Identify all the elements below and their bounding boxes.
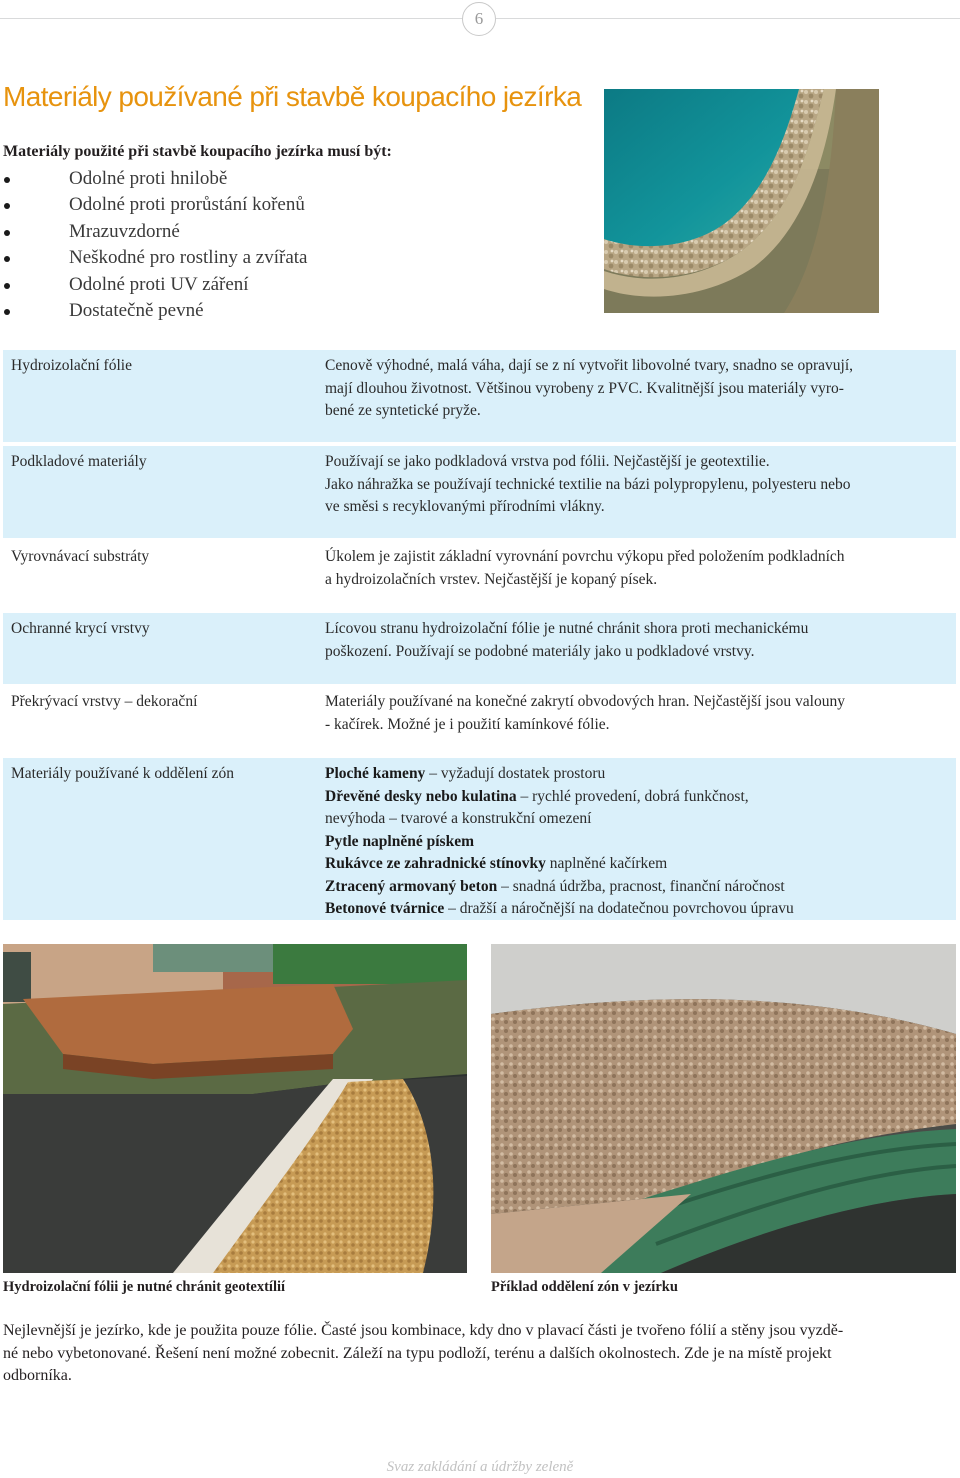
- page-title: Materiály používané při stavbě koupacího jezírka: [3, 81, 582, 112]
- bullet-icon: [4, 256, 10, 262]
- material-row-zone-separation: [3, 758, 956, 920]
- list-item: Odolné proti hnilobě: [0, 166, 307, 192]
- material-label: Vyrovnávací substráty: [11, 548, 150, 565]
- material-row-protective: [3, 613, 956, 684]
- intro-heading: Materiály použité při stavbě koupacího jezírka musí být:: [3, 143, 392, 160]
- list-item: Pytle naplněné pískem: [325, 832, 474, 850]
- list-item: Odolné proti UV záření: [0, 272, 307, 298]
- material-description: Materiály používané na konečné zakrytí obvodových hran. Nejčastější jsou valouny - kačírek. Možné je i použití kamínkové fólie.: [325, 693, 845, 733]
- material-row-decorative: [3, 686, 956, 756]
- list-item: Rukávce ze zahradnické stínovky naplněné kačírkem: [325, 855, 668, 872]
- material-label: Podkladové materiály: [11, 453, 147, 470]
- photo-caption-right: Příklad oddělení zón v jezírku: [491, 1279, 678, 1295]
- list-item: Mrazuvzdorné: [0, 219, 307, 245]
- list-item: Dostatečně pevné: [0, 298, 307, 324]
- material-label: Překrývací vrstvy – dekorační: [11, 693, 198, 710]
- bullet-icon: [4, 230, 10, 236]
- list-item: Dřevěné desky nebo kulatina – rychlé provedení, dobrá funkčnost,: [325, 787, 749, 805]
- material-description: Používají se jako podkladová vrstva pod fólii. Nejčastější je geotextilie. Jako náhražka se používají technické textilie na bázi polypropylenu, polyesteru nebo ve směsi s recyklovanými přírodními vlákny.: [325, 453, 851, 515]
- header-rule-left: [0, 18, 462, 19]
- list-item: nevýhoda – tvarové a konstrukční omezení: [325, 810, 592, 827]
- bullet-icon: [4, 177, 10, 183]
- pond-photo: [604, 89, 879, 313]
- header-rule-right: [496, 18, 960, 19]
- bullet-icon: [4, 309, 10, 315]
- list-item: Neškodné pro rostliny a zvířata: [0, 245, 307, 271]
- zone-separation-photo: [491, 944, 956, 1273]
- material-row-hydroisolation: [3, 350, 956, 442]
- material-row-underlay: [3, 446, 956, 538]
- bullet-icon: [4, 203, 10, 209]
- geotextile-photo: [3, 944, 467, 1273]
- material-description: Cenově výhodné, malá váha, dají se z ní vytvořit libovolné tvary, snadno se opravují, mají dlouhou životnost. Většinou vyrobeny z PVC. Kvalitnější jsou materiály vyro- bené ze syntetické pryže.: [325, 357, 854, 419]
- list-item: Betonové tvárnice – dražší a náročnější na dodatečnou povrchovou úpravu: [325, 900, 794, 917]
- material-row-leveling: [3, 541, 956, 611]
- page-footer: Svaz zakládání a údržby zeleně: [386, 1459, 574, 1475]
- requirements-list: [0, 166, 307, 324]
- summary-paragraph: Nejlevnější je jezírko, kde je použita pouze fólie. Časté jsou kombinace, kdy dno v plavací části je tvořeno fólií a stěny jsou vyzdě- né nebo vybetonované. Řešení není možné zobecnit. Záleží na typu podloží, terénu a dalších okolnostech. Zde je na místě projekt odborníka.: [3, 1322, 844, 1384]
- photo-caption-left: Hydroizolační fólii je nutné chránit geotextílií: [3, 1279, 286, 1295]
- list-item: Ztracený armovaný beton – snadná údržba, pracnost, finanční náročnost: [325, 877, 785, 895]
- list-item: Odolné proti prorůstání kořenů: [0, 192, 307, 218]
- material-label: Materiály používané k oddělení zón: [11, 765, 234, 782]
- material-label: Ochranné krycí vrstvy: [11, 620, 150, 637]
- material-description: [325, 763, 950, 921]
- material-label: Hydroizolační fólie: [11, 357, 132, 374]
- material-description: Lícovou stranu hydroizolační fólie je nutné chránit shora proti mechanickému poškození. Používají se podobné materiály jako u podkladové vrstvy.: [325, 620, 809, 660]
- material-description: Úkolem je zajistit základní vyrovnání povrchu výkopu před položením podkladních a hydroizolačních vrstev. Nejčastější je kopaný písek.: [325, 548, 845, 588]
- page-number: 6: [462, 2, 496, 36]
- list-item: Ploché kameny – vyžadují dostatek prostoru: [325, 765, 606, 782]
- bullet-icon: [4, 283, 10, 289]
